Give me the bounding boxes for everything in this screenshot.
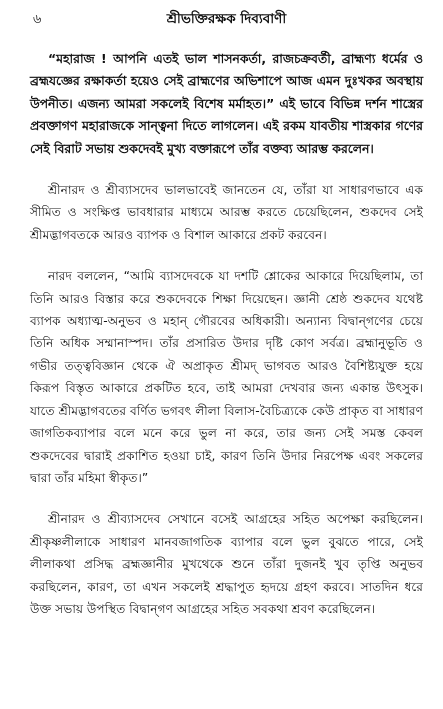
paragraph-4: শ্রীনারদ ও শ্রীব্যাসদেব সেখানে বসেই আগ্রহের সহিত অপেক্ষা করছিলেন। শ্রীকৃষ্ণলীলাকে সাধারণ মানবজাগতিক ব্যাপার বলে ভুল বুঝতে পারে, সেই লীলাকথা প্রসিদ্ধ ব্রহ্মজ্ঞানীর মুখথেকে শুনে তাঁরা দুজনই খুব তৃপ্তি অনুভব করছিলেন, কারণ, তা এখন সকলেই শ্রদ্ধাপুত হৃদয়ে গ্রহণ করবে। সাতদিন ধরে উক্ত সভায় উপস্থিত বিদ্বান্‌গণ আগ্রহের সহিত সবকথা শ্রবণ করেছিলেন।	[30, 512, 423, 616]
paragraph-gap	[30, 160, 423, 179]
running-title: শ্রীভক্তিরক্ষক দিব্যবাণী	[166, 11, 287, 27]
page-number: ৬	[33, 12, 42, 27]
paragraph-gap	[30, 489, 423, 508]
paragraph-2: শ্রীনারদ ও শ্রীব্যাসদেব ভালভাবেই জানতেন যে, তাঁরা যা সাধারণভাবে এক সীমিত ও সংক্ষিপ্ত ভাবধারার মাধ্যমে আরম্ভ করতে চেয়েছিলেন, শুকদেব সেই শ্রীমদ্ভাগবতকে আরও ব্যাপক ও বিশাল আকারে প্রকট করবেন।	[30, 183, 423, 242]
page-header	[30, 8, 423, 28]
paragraph-gap	[30, 246, 423, 265]
paragraph-1: “মহারাজ ! আপনি এতই ভাল শাসনকর্তা, রাজচক্রবর্তী, ব্রাহ্মণ্য ধর্মের ও ব্রহ্মযজ্ঞের রক্ষাকর্তা হয়েও সেই ব্রাহ্মণের অভিশাপে আজ এমন দুঃখকর অবস্থায় উপনীত। এজন্য আমরা সকলেই বিশেষ মর্মাহত।” এই ভাবে বিভিন্ন দর্শন শাস্ত্রের প্রবক্তাগণ মহারাজকে সান্ত্বনা দিতে লাগলেন। এই রকম যাবতীয় শাস্ত্রকার গণের সেই বিরাট সভায় শুকদেবই মুখ্য বক্তারূপে তাঁর বক্তব্য আরম্ভ করলেন।	[30, 51, 423, 156]
paragraph-3: নারদ বললেন, “আমি ব্যাসদেবকে যা দশটি শ্লোকের আকারে দিয়েছিলাম, তা তিনি আরও বিস্তার করে শুকদেবকে শিক্ষা দিয়েছেন। জ্ঞানী শ্রেষ্ঠ শুকদেব যথেষ্ট ব্যাপক অধ্যাত্ম-অনুভব ও মহান্ গৌরবের অধিকারী। অন্যান্য বিদ্বান্‌গণের চেয়ে তিনি অধিক সম্মানাস্পদ। তাঁর প্রসারিত উদার দৃষ্টি কোণ সর্বত্র। ব্রহ্মানুভূতি ও গভীর তত্ত্ববিজ্ঞান থেকে ঐ অপ্রাকৃত শ্রীমদ্ ভাগবত আরও বৈশিষ্ট্যযুক্ত হয়ে কিরূপ বিস্তৃত আকারে প্রকটিত হবে, তাই আমরা দেখবার জন্য একান্ত উৎসুক। যাতে শ্রীমদ্ভাগবতের বর্ণিত ভগবৎ লীলা বিলাস-বৈচিত্র্যকে কেউ প্রাকৃত বা সাধারণ জাগতিকব্যাপার বলে মনে করে ভুল না করে, তার জন্য সেই সমস্ত কেবল শুকদেবের দ্বারাই প্রকাশিত হওয়া চাই, কারণ তিনি উদার নিরপেক্ষ এবং সকলের দ্বারা তাঁর মহিমা স্বীকৃত।”	[30, 269, 423, 485]
